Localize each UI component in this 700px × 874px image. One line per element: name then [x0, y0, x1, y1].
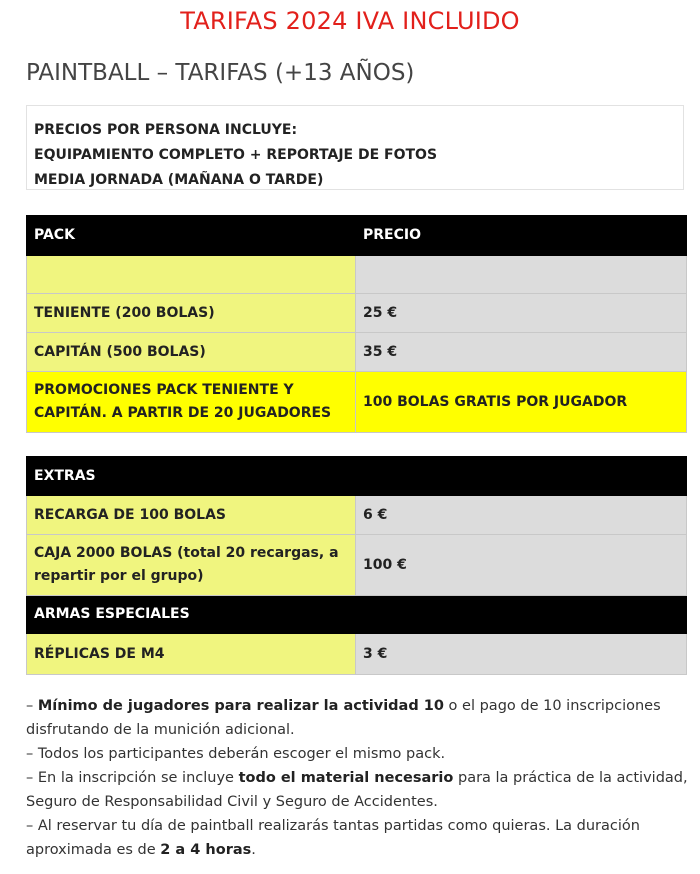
price-cell — [356, 256, 687, 294]
promo-cell: PROMOCIONES PACK TENIENTE Y CAPITÁN. A PARTIR DE 20 JUGADORES — [27, 372, 356, 433]
note-text: . — [251, 842, 256, 858]
price-cell: 100 € — [356, 535, 687, 596]
page-title: TARIFAS 2024 IVA INCLUIDO — [180, 7, 520, 35]
note-text: o el pago de 10 inscripciones disfrutando de la munición adicional. — [26, 698, 661, 738]
note-text: – — [26, 698, 38, 714]
note-text: – En la inscripción se incluye — [26, 770, 239, 786]
extras-header: EXTRAS — [27, 457, 687, 496]
extra-item-cell: RECARGA DE 100 BOLAS — [27, 496, 356, 535]
note-text: – Todos los participantes deberán escoger el mismo pack. — [26, 746, 446, 762]
note-emphasis: 2 a 4 horas — [160, 842, 252, 858]
extras-header-row — [27, 457, 687, 496]
extras-table — [26, 456, 687, 675]
promo-price-cell: 100 BOLAS GRATIS POR JUGADOR — [356, 372, 687, 433]
weapons-header-row — [27, 596, 687, 634]
weapons-header: ARMAS ESPECIALES — [27, 596, 687, 634]
table-row — [27, 535, 687, 596]
note-line — [26, 766, 690, 814]
table-header-row — [27, 216, 687, 256]
weapon-item-cell: RÉPLICAS DE M4 — [27, 634, 356, 675]
table-row — [27, 634, 687, 675]
info-line: MEDIA JORNADA (MAÑANA O TARDE) — [34, 172, 324, 188]
note-line — [26, 694, 690, 742]
price-cell: 3 € — [356, 634, 687, 675]
price-cell: 35 € — [356, 333, 687, 372]
table-row — [27, 256, 687, 294]
conditions-notes — [26, 694, 690, 862]
note-text: – Al reservar tu día de paintball realizarás tantas partidas como quieras. La duración aproximada es de — [26, 818, 640, 858]
note-line — [26, 814, 690, 862]
note-emphasis: todo el material necesario — [238, 770, 454, 786]
pack-cell — [27, 256, 356, 294]
price-cell: 6 € — [356, 496, 687, 535]
table-row — [27, 333, 687, 372]
includes-info-box — [26, 105, 684, 190]
pack-column-header: PACK — [27, 216, 356, 256]
section-title: PAINTBALL – TARIFAS (+13 AÑOS) — [26, 60, 415, 86]
info-line: PRECIOS POR PERSONA INCLUYE: — [34, 122, 298, 138]
table-row — [27, 496, 687, 535]
pack-cell: CAPITÁN (500 BOLAS) — [27, 333, 356, 372]
pack-price-table — [26, 215, 687, 433]
note-line — [26, 742, 690, 766]
note-text: para la práctica de la actividad, Seguro de Responsabilidad Civil y Seguro de Accidentes. — [26, 770, 688, 810]
note-emphasis: Mínimo de jugadores para realizar la actividad 10 — [37, 698, 444, 714]
promo-row — [27, 372, 687, 433]
table-row — [27, 294, 687, 333]
info-line: EQUIPAMIENTO COMPLETO + REPORTAJE DE FOTOS — [34, 147, 438, 163]
pack-cell: TENIENTE (200 BOLAS) — [27, 294, 356, 333]
price-column-header: PRECIO — [356, 216, 687, 256]
price-cell: 25 € — [356, 294, 687, 333]
extra-item-cell: CAJA 2000 BOLAS (total 20 recargas, a repartir por el grupo) — [27, 535, 356, 596]
